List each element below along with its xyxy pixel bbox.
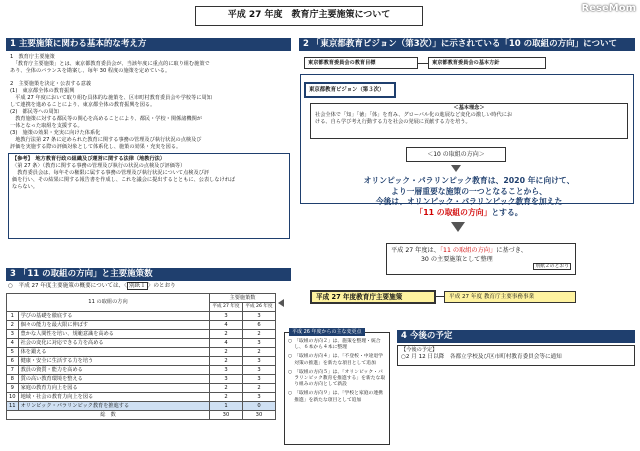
- row-fy27: 2: [209, 357, 242, 366]
- concept-heading: ＜基本理念＞: [453, 105, 485, 111]
- row-number: 6: [7, 357, 19, 366]
- table-row: [7, 312, 276, 321]
- concept-box: [310, 103, 628, 139]
- schedule-line: ○2 月 12 日以降 各都立学校及び区市町村教育委員会等に通知: [401, 354, 562, 360]
- row-fy26: 2: [242, 384, 275, 393]
- reference-line: 教育委員会は、毎年その権限に属する事務の管理及び執行状況について点検及び評: [12, 170, 210, 176]
- row-label: 社会の変化に対応できる力を高める: [18, 339, 209, 348]
- row-fy27: 3: [209, 312, 242, 321]
- bullet-icon: ○: [288, 391, 293, 397]
- row-number: 11: [7, 402, 19, 411]
- vision-box: 東京都教育ビジョン（第３次）: [304, 82, 396, 98]
- section3-heading: 3 「11 の取組の方向」と主要施策数: [6, 268, 291, 281]
- bullet-icon: ○: [288, 369, 293, 375]
- section1-reference: [8, 153, 290, 239]
- row-number: 2: [7, 321, 19, 330]
- reference-line: 〈第 27 条〉（教育に関する事務の管理及び執行の状況の点検及び評価等）: [12, 163, 186, 169]
- col-count: 主要施策数: [209, 294, 275, 303]
- reference-heading: 【参考】 地方教育行政の組織及び運営に関する法律（地教行法）: [12, 156, 166, 162]
- section1-line: 平成 27 年度において取り組む具体的な施策を、区市町村教育委員会や学校等に周知: [10, 95, 212, 102]
- bullet-icon: ○: [288, 354, 293, 360]
- ten-directions-box: ＜10 の取組の方向＞: [406, 147, 506, 162]
- row-label: 質の高い教育環境を整える: [18, 375, 209, 384]
- row-fy27: 1: [209, 402, 242, 411]
- measures-arrow: [436, 296, 444, 297]
- row-fy26: 3: [242, 393, 275, 402]
- row-number: 7: [7, 366, 19, 375]
- change-text: 「取組の方向５」は、「オリンピック・パラリンピック教育を推進する」を新たな取り組みの方向として新設: [294, 369, 386, 388]
- row-fy26: 3: [242, 312, 275, 321]
- main-measures-box: 平成 27 年度教育庁主要施策: [310, 290, 436, 304]
- changes-heading: 平成 26 年度からの主な変更点: [289, 328, 365, 336]
- col-fy27: 平成 27 年度: [209, 303, 242, 312]
- row-number: 4: [7, 339, 19, 348]
- section1-line: 「教育庁主要施策」とは、東京都教育委員会が、当該年度に重点的に取り組む施策で: [10, 61, 210, 67]
- schedule-box: [397, 345, 635, 366]
- row-fy27: 2: [209, 384, 242, 393]
- connector-line: [418, 63, 428, 64]
- row-fy26: 3: [242, 339, 275, 348]
- olympic-line: 今後は、オリンピック・パラリンピック教育を加えた: [375, 197, 563, 206]
- total-fy26: 30: [242, 411, 275, 420]
- change-text: 「取組の方向９」は、「学校と家庭の連携推進」を新たな項目として追加: [294, 391, 383, 403]
- total-label: 総 数: [7, 411, 210, 420]
- section3-note: ○ 平成 27 年度主要施策の概要については、〈 別紙１ 〉のとおり: [8, 283, 176, 289]
- change-text: 「取組の方向２」は、施策を整理・統合し、６本から４本に整理: [294, 339, 381, 351]
- section1-line: 評価を実施する際の評価対象として体系化し、施策の効果・充実を図る。: [10, 144, 182, 151]
- row-label: 健康・安全に生活する力を培う: [18, 357, 209, 366]
- col-fy26: 平成 26 年度: [242, 303, 275, 312]
- row-label: 体を鍛える: [18, 348, 209, 357]
- note-tag: 別紙２のとおり: [535, 264, 569, 269]
- table-row: [7, 330, 276, 339]
- row-fy27: 3: [209, 375, 242, 384]
- section1-line: (2) 都民等への周知: [10, 109, 59, 116]
- olympic-callout: オリンピック・パラリンピック教育は、2020 年に向けて、 より一層重要な施策の一つとなることから、 今後は、オリンピック・パラリンピック教育を加えた 「11 の取組の方向」とする。: [328, 176, 610, 218]
- section1-line: あり、全体のバランスを勘案し、毎年 30 程度の施策を定めている。: [10, 68, 171, 74]
- logo: ReseMom: [581, 3, 636, 14]
- olympic-line: オリンピック・パラリンピック教育は、2020 年に向けて、: [363, 176, 575, 185]
- row-label: 学びの基礎を徹底する: [18, 312, 209, 321]
- section1-body: [10, 54, 290, 151]
- total-fy27: 30: [209, 411, 242, 420]
- row-number: 9: [7, 384, 19, 393]
- section2-heading: 2 「東京都教育ビジョン（第3次）」に示されている「10 の取組の方向」について: [299, 38, 635, 51]
- arrow-down-icon: [451, 165, 461, 172]
- concept-line: 社会全体で「知」「徳」「体」を育み、グローバル化の進展など変化の激しい時代にお: [315, 112, 513, 118]
- row-fy26: 2: [242, 348, 275, 357]
- reference-line: ならない。: [12, 184, 38, 190]
- section1-line: して連携を進めることにより、東京都全体の教育振興を図る。: [10, 102, 156, 109]
- row-fy27: 3: [209, 366, 242, 375]
- row-label: 地域・社会の教育力向上を図る: [18, 393, 209, 402]
- row-number: 1: [7, 312, 19, 321]
- row-fy27: 2: [209, 348, 242, 357]
- row-number: 8: [7, 375, 19, 384]
- section4-heading: 4 今後の予定: [397, 330, 635, 343]
- table-row: [7, 402, 276, 411]
- change-item: [288, 339, 386, 351]
- table-row: [7, 375, 276, 384]
- schedule-sub: 【今後の予定】: [401, 347, 438, 353]
- page-title: 平成 27 年度 教育庁主要施策について: [227, 10, 391, 20]
- table-row: [7, 348, 276, 357]
- row-label: 教員の資質・能力を高める: [18, 366, 209, 375]
- row-fy26: 3: [242, 375, 275, 384]
- table-arrow: [278, 299, 284, 307]
- section1-line: 2 主要施策を決定・公表する意義: [10, 81, 92, 88]
- row-fy26: 0: [242, 402, 275, 411]
- fy-plan-box: 平成 27 年度は、「11 の取組の方向」に基づき、 30 の主要施策として整理 別紙２のとおり: [386, 243, 576, 275]
- measures-table: [6, 293, 276, 420]
- row-fy27: 2: [209, 393, 242, 402]
- olympic-line: より一層重要な施策の一つとなることから、: [391, 186, 547, 196]
- row-fy26: 3: [242, 366, 275, 375]
- row-number: 3: [7, 330, 19, 339]
- arrow-down-icon: [451, 222, 465, 232]
- reference-line: 価を行い、その結果に関する報告書を作成し、これを議会に提出するとともに、公表しなければ: [12, 177, 236, 183]
- change-item: [288, 354, 386, 366]
- table-row: [7, 393, 276, 402]
- row-label: 豊かな人間性を培い、規範意識を高める: [18, 330, 209, 339]
- table-row: [7, 321, 276, 330]
- bullet-icon: ○: [288, 339, 293, 344]
- section1-heading: 1 主要施策に関わる基本的な考え方: [6, 38, 291, 51]
- section1-line: 一体となった取組を支援する。: [10, 123, 83, 130]
- table-row: [7, 339, 276, 348]
- change-text: 「取組の方向４」は、「不登校・中途退学対策の推進」を新たな項目として追加: [294, 354, 383, 366]
- section1-line: (1) 東京都全体の教育振興: [10, 88, 75, 95]
- row-label: オリンピック・パラリンピック教育を推進する: [18, 402, 209, 411]
- row-fy26: 2: [242, 330, 275, 339]
- table-row: [7, 366, 276, 375]
- policy-box: 東京都教育委員会の基本方針: [428, 57, 546, 69]
- row-number: 5: [7, 348, 19, 357]
- row-fy27: 4: [209, 339, 242, 348]
- col-direction: 11 の取組の方向: [7, 294, 210, 312]
- row-label: 個々の能力を最大限に伸ばす: [18, 321, 209, 330]
- project-box: 平成 27 年度 教育庁主要事務事業: [444, 291, 576, 303]
- table-row: [7, 357, 276, 366]
- row-label: 家庭の教育力向上を図る: [18, 384, 209, 393]
- row-fy26: 3: [242, 357, 275, 366]
- page-title-box: [195, 6, 423, 26]
- row-fy26: 6: [242, 321, 275, 330]
- table-total-row: [7, 411, 276, 420]
- changes-box: [284, 329, 390, 445]
- goal-box: 東京都教育委員会の教育目標: [304, 57, 418, 69]
- table-row: [7, 384, 276, 393]
- section1-line: 1 教育庁主要施策: [10, 54, 55, 60]
- section1-line: 教育施策に対する都民等の関心を高めることにより、都民・学校・関係諸機関が: [10, 116, 202, 123]
- concept-line: ける、自ら学び考え行動する力を社会の発展に貢献する力を培う。: [315, 119, 471, 125]
- section1-line: 地教行法第 27 条に定められた教育に関する事務の管理及び執行状況の点検及び: [10, 137, 202, 144]
- change-item: [288, 370, 386, 389]
- row-number: 10: [7, 393, 19, 402]
- row-fy27: 2: [209, 330, 242, 339]
- row-fy27: 4: [209, 321, 242, 330]
- change-item: [288, 391, 386, 403]
- section1-line: (3) 施策の効果・充実に向けた体系化: [10, 130, 101, 137]
